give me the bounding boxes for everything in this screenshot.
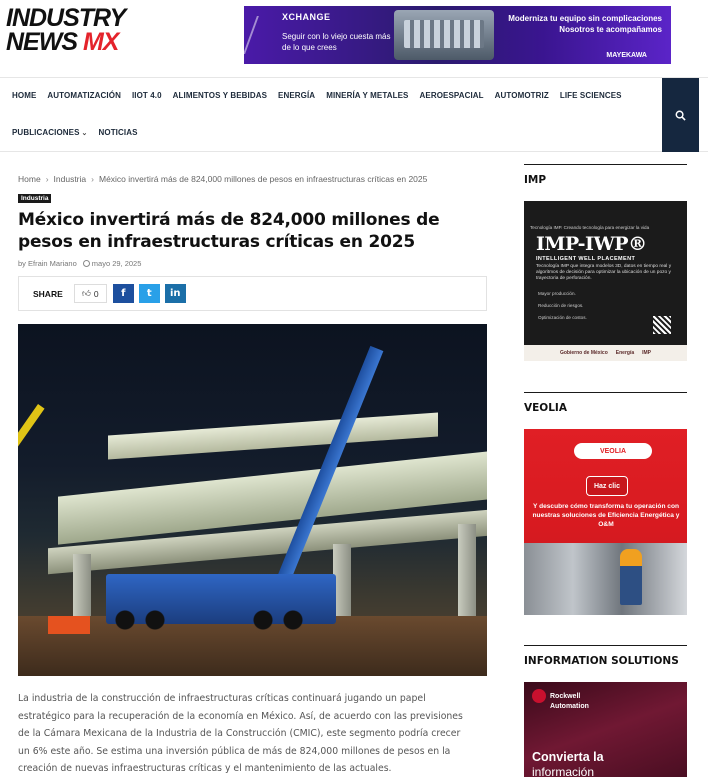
nav-item-label: ALIMENTOS Y BEBIDAS <box>172 91 268 100</box>
like-button[interactable] <box>74 284 107 303</box>
twitter-share-button[interactable] <box>139 284 160 303</box>
article-author[interactable]: by Efrain Mariano <box>18 259 77 268</box>
nav-item-iiot-4-0[interactable] <box>132 91 162 100</box>
article-body: La industria de la construcción de infraestructuras críticas continuará jugando un papel estratégico para la recuperación de la economía en México. Así, de acuerdo con las previsiones de la Cámara Mexicana de la Industria de la Construcción (CMIC), este segmento podría crecer un 6% este año. Se estima una inversión pública de más de 824,000 millones de pesos en la creación de nuevas infraestructuras críticas y el mantenimiento de las actuales. <box>18 693 463 774</box>
thumbs-up-icon: 👍︎ <box>81 288 91 298</box>
imp-subheadline: INTELLIGENT WELL PLACEMENT <box>536 256 636 262</box>
nav-item-label: AUTOMATIZACIÓN <box>47 91 121 100</box>
nav-item-label: IIOT 4.0 <box>131 91 162 100</box>
imp-description: Tecnología IMP que integra modelos 3D, datos en tiempo real y algoritmos de decisión para optimizar la ubicación de un pozo y trayectoria de perforación. <box>536 264 672 282</box>
sidebar-heading-veolia: VEOLIA <box>524 392 687 414</box>
nav-item-minería-y-metales[interactable] <box>326 91 408 100</box>
nav-row-secondary <box>12 128 149 137</box>
nav-item-noticias[interactable] <box>99 128 138 137</box>
imp-bullet: Reducción de riesgos. <box>538 303 584 308</box>
worker-figure <box>620 549 642 605</box>
sidebar-heading-information-solutions: INFORMATION SOLUTIONS <box>524 645 687 667</box>
imp-bullet: Optimización de costos. <box>538 315 587 320</box>
nav-item-energía[interactable] <box>278 91 315 100</box>
logo-news: NEWS <box>6 28 77 56</box>
nav-item-alimentos-y-bebidas[interactable] <box>173 91 267 100</box>
breadcrumb <box>18 174 427 184</box>
search-button[interactable] <box>662 78 699 152</box>
sidebar-ad-rockwell[interactable] <box>524 682 687 777</box>
yellow-crane <box>18 404 45 556</box>
sidebar-heading-imp: IMP <box>524 164 687 186</box>
imp-footer-item: IMP <box>642 350 652 356</box>
article-hero-image <box>18 324 487 676</box>
rockwell-ra-icon <box>532 689 546 703</box>
banner-left-text: Seguir con lo viejo cuesta más de lo que crees <box>282 32 391 52</box>
rockwell-headline: Convierta la <box>532 750 604 764</box>
imp-footer <box>524 345 687 361</box>
chevron-right-icon: › <box>45 174 49 184</box>
article-meta <box>18 259 141 268</box>
veolia-logo: VEOLIA <box>574 443 652 459</box>
share-label: SHARE <box>33 288 63 299</box>
veolia-cta-button[interactable]: Haz clic <box>586 476 628 496</box>
imp-bullet: Mayor producción. <box>538 291 576 296</box>
site-logo[interactable] <box>6 6 128 54</box>
clock-icon <box>83 260 90 267</box>
article-date: mayo 29, 2025 <box>91 259 142 268</box>
search-icon <box>675 110 686 121</box>
imp-headline: IMP-IWP® <box>536 233 647 255</box>
rockwell-logo <box>532 689 589 711</box>
facebook-share-button[interactable] <box>113 284 134 303</box>
nav-item-aeroespacial[interactable] <box>420 91 484 100</box>
nav-item-publicaciones[interactable] <box>12 128 88 137</box>
breadcrumb-current: México invertirá más de 824,000 millones de pesos en infraestructuras críticas en 2025 <box>98 174 428 184</box>
imp-footer-item: Energía <box>615 350 635 356</box>
nav-item-life-sciences[interactable] <box>560 91 622 100</box>
breadcrumb-home[interactable]: Home <box>18 174 41 184</box>
sidebar-ad-veolia[interactable] <box>524 429 687 615</box>
chevron-decor <box>244 16 279 54</box>
linkedin-icon: in <box>169 288 181 299</box>
bridge-beam <box>108 412 438 459</box>
share-bar <box>18 276 487 311</box>
nav-item-label: ENERGÍA <box>278 91 316 100</box>
imp-footer-item: Gobierno de México <box>559 350 608 356</box>
nav-item-label: LIFE SCIENCES <box>559 91 622 100</box>
rockwell-logo-line1: Rockwell <box>550 692 581 700</box>
nav-item-label: PUBLICACIONES <box>12 128 80 137</box>
nav-item-home[interactable] <box>12 91 36 100</box>
bridge-column <box>73 554 91 624</box>
main-navigation <box>0 77 708 152</box>
nav-item-label: AEROESPACIAL <box>419 91 484 100</box>
imp-tagline: Tecnología IMP. Creando tecnología para energizar la vida <box>530 225 650 230</box>
facebook-icon: f <box>121 288 126 299</box>
veolia-photo <box>524 543 687 615</box>
logo-line2 <box>6 30 128 54</box>
like-count: 0 <box>93 288 99 299</box>
safety-barrier <box>48 616 90 634</box>
rockwell-headline-2: información <box>532 765 595 777</box>
banner-brand: XCHANGE <box>282 12 331 22</box>
chevron-right-icon: › <box>91 174 94 184</box>
veolia-copy: Y descubre cómo transforma tu operación con nuestras soluciones de Eficiencia Energética y O&M <box>532 503 680 528</box>
nav-item-label: AUTOMOTRIZ <box>494 91 549 100</box>
rockwell-logo-line2: Automation <box>550 703 589 710</box>
chevron-down-icon: ⌄ <box>81 130 88 137</box>
nav-item-automotriz[interactable] <box>495 91 549 100</box>
imp-bullets <box>538 288 587 324</box>
nav-row-primary <box>12 91 633 100</box>
bridge-column <box>458 524 476 624</box>
linkedin-share-button[interactable] <box>165 284 186 303</box>
banner-right-text: Moderniza tu equipo sin complicaciones Nosotros te acompañamos <box>508 14 662 34</box>
logo-line1: INDUSTRY <box>6 4 126 32</box>
logo-mx: MX <box>82 28 119 56</box>
banner-maker-logo: MAYEKAWA <box>606 52 647 59</box>
category-badge[interactable]: Industria <box>18 194 51 203</box>
qr-code-icon <box>653 316 671 334</box>
nav-item-label: HOME <box>12 91 37 100</box>
twitter-icon: t <box>146 288 152 299</box>
article-title: México invertirá más de 824,000 millones de pesos en infraestructuras críticas en 2025 <box>18 210 440 252</box>
crane-wheels <box>113 609 323 631</box>
nav-item-automatización[interactable] <box>47 91 121 100</box>
nav-item-label: MINERÍA Y METALES <box>326 91 409 100</box>
banner-machine-image <box>394 10 494 60</box>
sidebar-ad-imp[interactable] <box>524 201 687 361</box>
header-ad-banner[interactable] <box>244 6 671 64</box>
nav-item-label: NOTICIAS <box>98 128 138 137</box>
breadcrumb-section[interactable]: Industria <box>53 174 87 184</box>
